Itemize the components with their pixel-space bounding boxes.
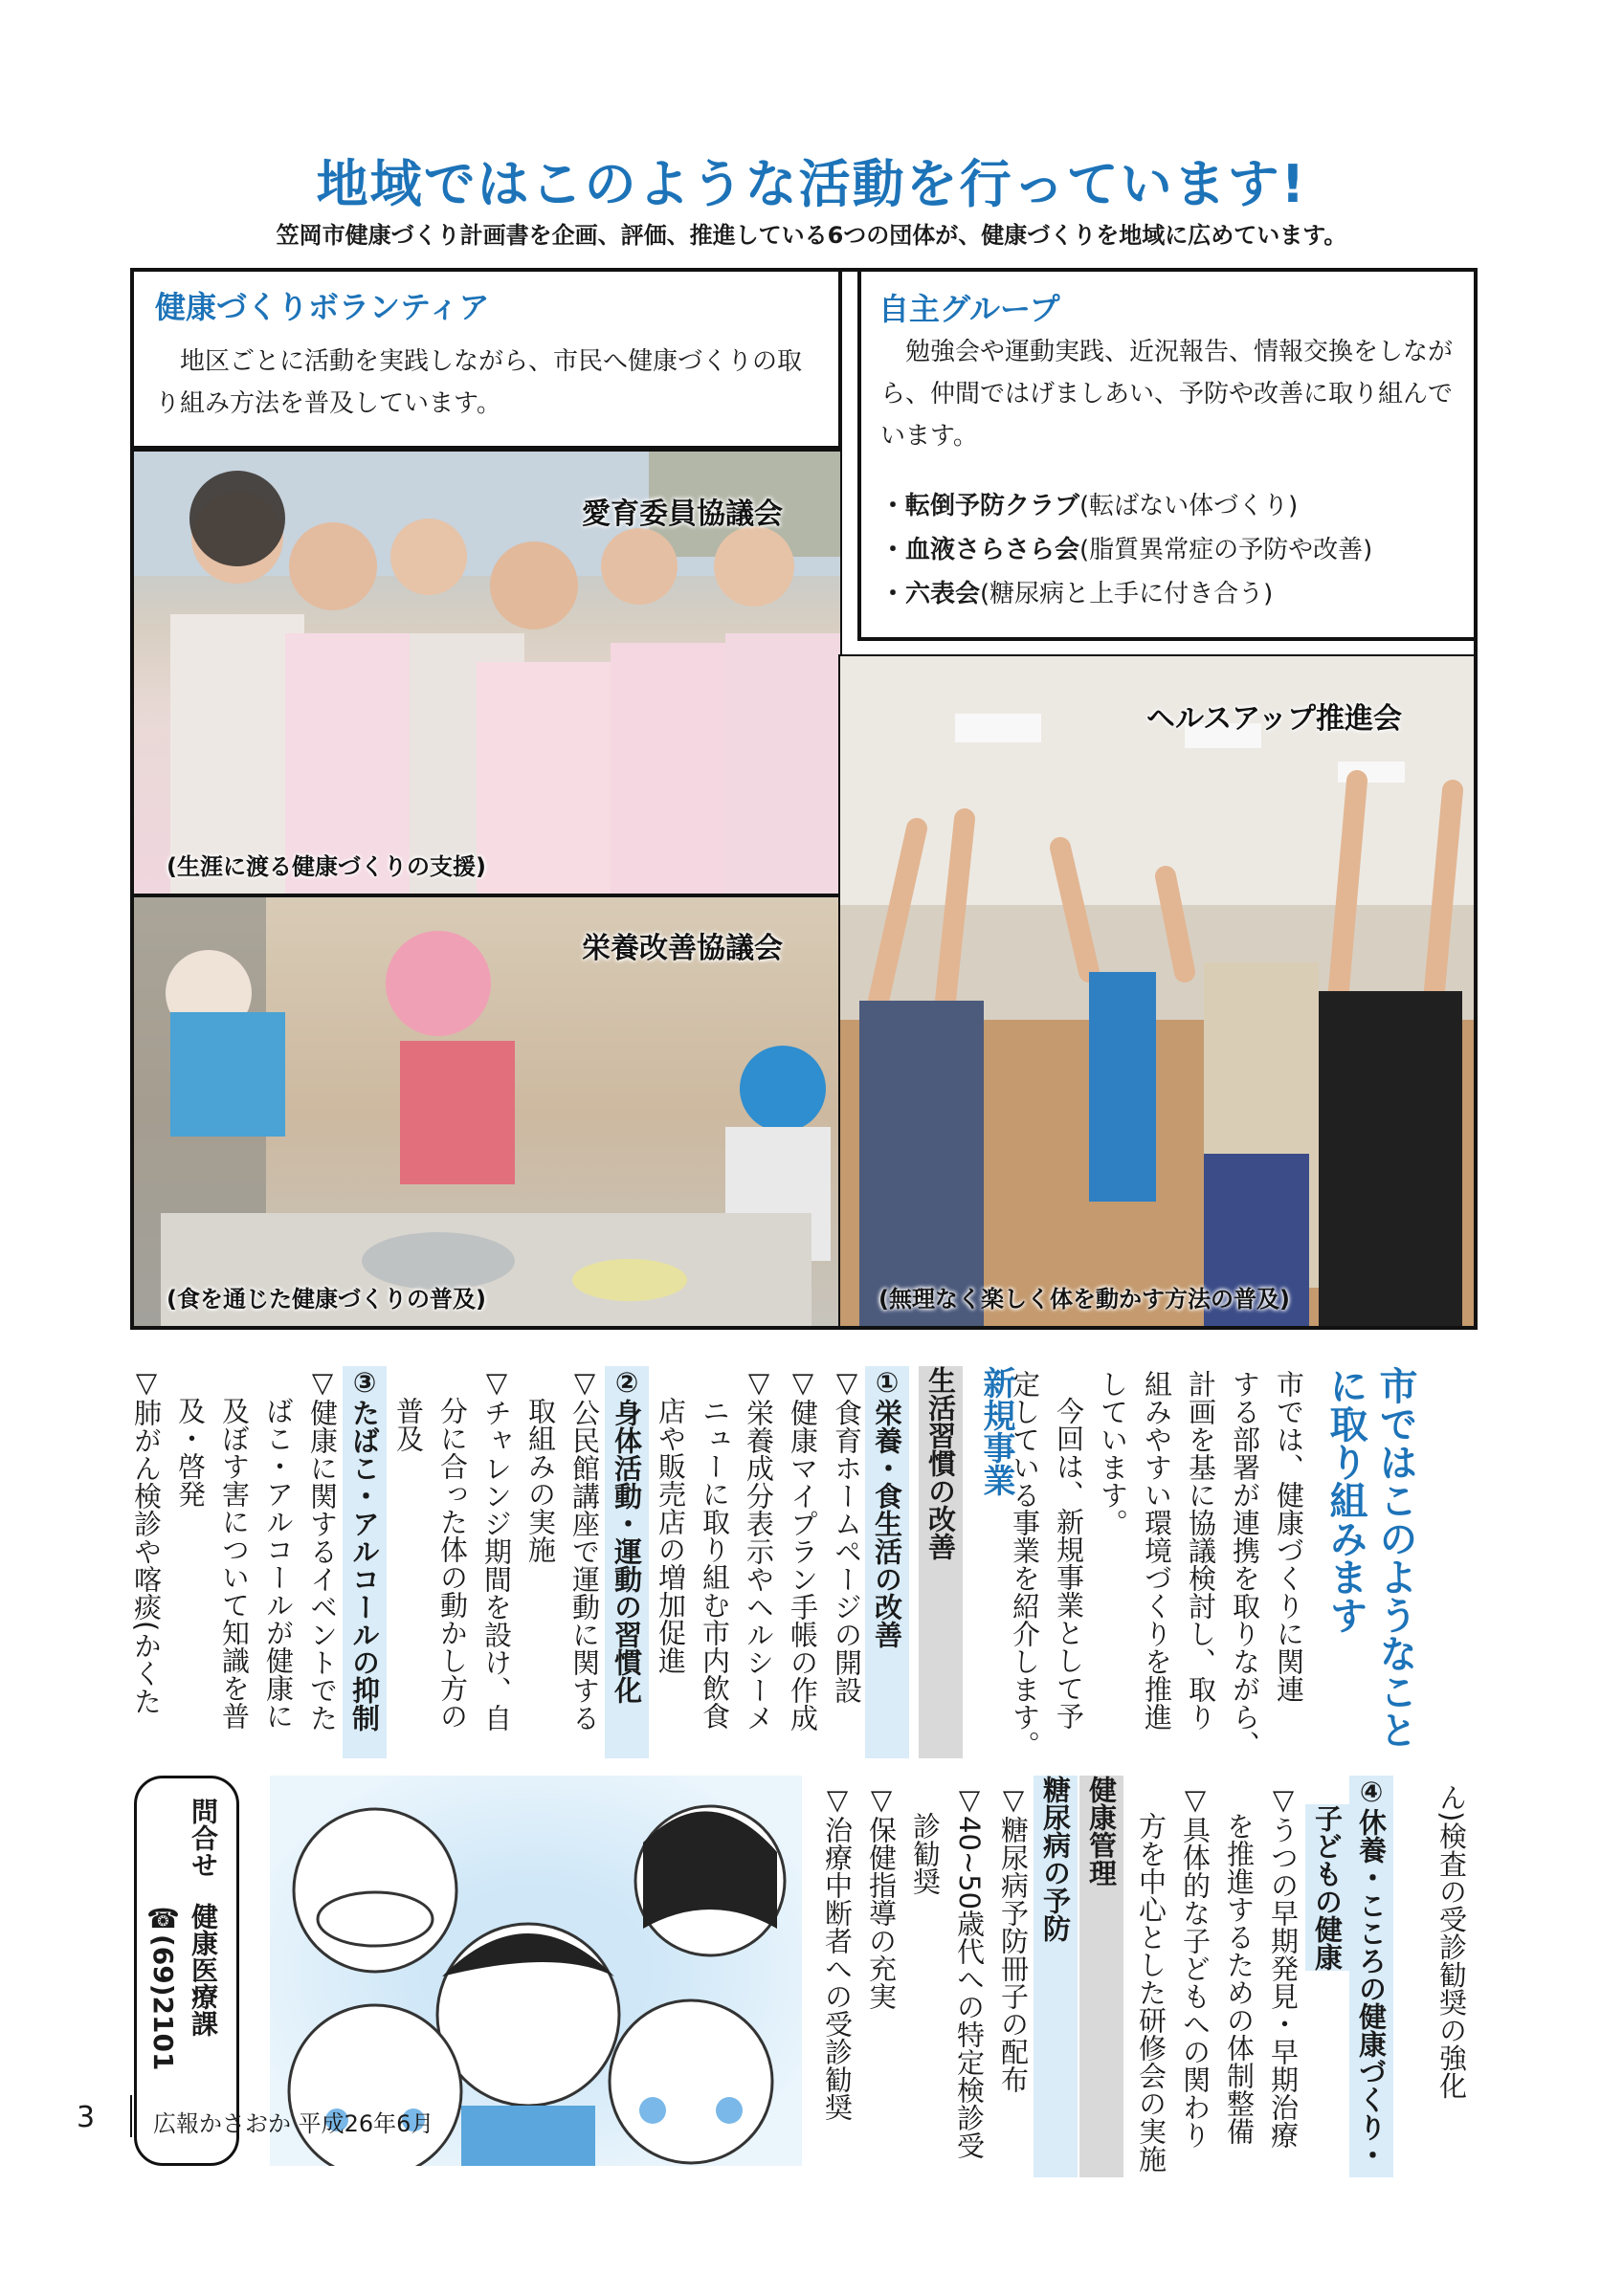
city-item: ▽うつの早期発見・早期治療 <box>1267 1783 1300 2149</box>
self-group-text: 勉強会や運動実践、近況報告、情報交換をしながら、仲間ではげましあい、予防や改善に取り組んでいます。 <box>880 338 1454 451</box>
diabetes-heading: 糖尿病の予防 <box>1034 1776 1078 2177</box>
city-item: 及・啓発 <box>174 1397 207 1508</box>
eiyou-photo <box>130 895 842 1330</box>
lifestyle-section-label: 生活習慣の改善 <box>919 1366 963 1758</box>
footer-divider <box>130 2095 132 2137</box>
city-item: ばこ・アルコールが健康に <box>262 1397 295 1730</box>
city-item: ▽栄養成分表示やヘルシーメ <box>743 1366 775 1732</box>
self-group-item-desc: (脂質異常症の予防や改善) <box>1079 536 1373 564</box>
self-group-item-name: ・血液さらさら会 <box>880 536 1080 564</box>
contact-label: 問合せ <box>188 1798 219 1878</box>
eiyou-label: 栄養改善協議会 <box>582 932 783 965</box>
city-item: ▽40~50歳代への特定検診受 <box>953 1783 986 2160</box>
exercise-heading: ②身体活動・運動の習慣化 <box>605 1366 649 1758</box>
volunteer-box <box>130 268 842 450</box>
self-group-item-name: ・転倒予防クラブ <box>880 492 1080 520</box>
page-number: 3 <box>77 2101 96 2134</box>
new-projects-label: 新規事業 <box>977 1366 1015 1496</box>
city-intro-line: 計画を基に協議検討し、取り <box>1185 1370 1217 1731</box>
city-item: ▽公民館講座で運動に関する <box>568 1366 601 1732</box>
city-title-line1: 市ではこのようなこと <box>1373 1366 1417 1749</box>
healthup-photo <box>838 654 1478 1330</box>
contact-dept: 健康医療課 <box>188 1903 219 2037</box>
tobacco-heading: ③たばこ・アルコールの抑制 <box>343 1366 387 1758</box>
self-group-item <box>880 484 1372 528</box>
nutrition-heading: ①栄養・食生活の改善 <box>865 1366 909 1758</box>
page-subheadline: 笠岡市健康づくり計画書を企画、評価、推進している6つの団体が、健康づくりを地域に広めています。 <box>276 222 1347 249</box>
city-item: ▽健康マイプラン手帳の作成 <box>787 1366 819 1732</box>
city-intro-line: 定している事業を紹介します。 <box>1009 1370 1041 1758</box>
city-item: 分に合った体の動かし方の <box>436 1397 469 1730</box>
city-item: ▽食育ホームページの開設 <box>831 1366 863 1704</box>
city-intro-line: しています。 <box>1097 1370 1129 1536</box>
rest-heading-cont: 子どもの健康 <box>1305 1804 1349 1971</box>
city-item: 店や販売店の増加促進 <box>655 1397 687 1674</box>
city-item: ▽健康に関するイベントでた <box>306 1366 339 1732</box>
self-group-item-name: ・六表会 <box>880 580 981 608</box>
city-item: ニューに取り組む市内飲食 <box>699 1397 731 1730</box>
city-item: ▽治療中断者への受診勧奨 <box>821 1783 854 2121</box>
volunteer-title: 健康づくりボランティア <box>155 289 490 325</box>
self-group-item <box>880 572 1372 616</box>
city-item: を推進するための体制整備 <box>1223 1812 1256 2145</box>
rest-heading: ④休養・こころの健康づくり・ <box>1349 1776 1393 2177</box>
city-item: 及ぼす害について知識を普 <box>218 1397 251 1730</box>
publication-name: 広報かさおか 平成26年6月 <box>153 2110 434 2137</box>
exercise-photo-illustration <box>840 656 1478 1330</box>
self-group-box <box>857 268 1478 641</box>
self-group-item-desc: (転ばない体づくり) <box>1079 492 1299 520</box>
city-intro-line: 市では、健康づくりに関連 <box>1273 1370 1305 1703</box>
page-headline: 地域ではこのような活動を行っています! <box>316 154 1307 214</box>
city-item: ▽保健指導の充実 <box>865 1783 898 2010</box>
city-item: ▽具体的な子どもへの関わり <box>1179 1783 1212 2149</box>
contact-phone: ☎(69)2101 <box>147 1903 179 2071</box>
eiyou-caption: (食を通じた健康づくりの普及) <box>167 1286 486 1313</box>
self-group-list <box>880 484 1372 616</box>
self-group-item <box>880 528 1372 572</box>
city-item: ▽糖尿病予防冊子の配布 <box>997 1783 1030 2093</box>
city-title-line2: に取り組みます <box>1323 1366 1367 1634</box>
city-item: 普及 <box>392 1397 425 1452</box>
self-group-title: 自主グループ <box>878 291 1060 327</box>
city-item: 診勧奨 <box>909 1812 942 1895</box>
aiiku-caption: (生涯に渡る健康づくりの支援) <box>167 853 486 880</box>
city-item: ん)検査の受診勧奨の強化 <box>1435 1783 1468 2100</box>
healthup-label: ヘルスアップ推進会 <box>1146 702 1402 736</box>
self-group-item-desc: (糖尿病と上手に付き合う) <box>980 580 1274 608</box>
city-item: 方を中心とした研修会の実施 <box>1135 1812 1167 2173</box>
city-item: ▽チャレンジ期間を設け、自 <box>480 1366 513 1732</box>
aiiku-label: 愛育委員協議会 <box>582 497 783 531</box>
volunteer-text: 地区ごとに活動を実践しながら、市民へ健康づくりの取り組み方法を普及しています。 <box>155 347 803 418</box>
city-intro-line: 組みやすい環境づくりを推進 <box>1141 1370 1173 1731</box>
city-item: 取組みの実施 <box>524 1397 557 1563</box>
city-intro-line: 今回は、新規事業として予 <box>1053 1397 1085 1730</box>
healthup-caption: (無理なく楽しく体を動かす方法の普及) <box>878 1286 1290 1313</box>
city-intro-line: する部署が連携を取りながら、 <box>1229 1370 1261 1758</box>
aiiku-photo <box>130 450 842 895</box>
health-management-label: 健康管理 <box>1079 1776 1123 2177</box>
city-item: ▽肺がん検診や喀痰(かくた <box>130 1366 163 1715</box>
